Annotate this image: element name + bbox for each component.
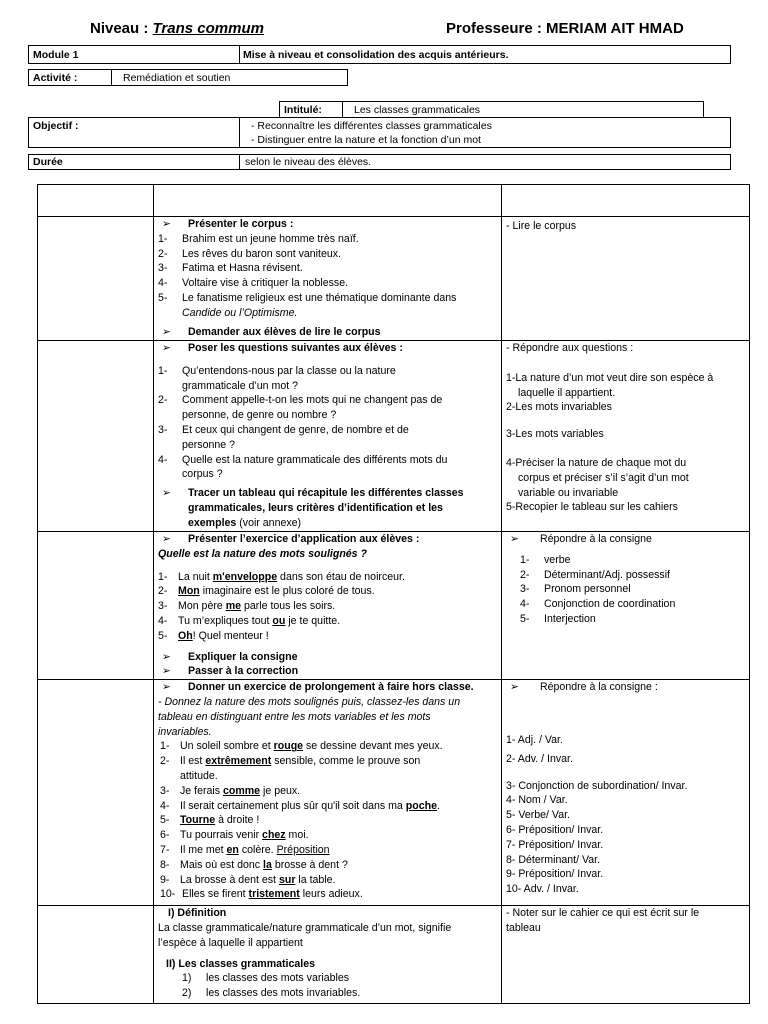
duree-label: Durée <box>33 156 63 168</box>
arrow-icon: ➢ <box>162 681 171 694</box>
list-item: Interjection <box>544 612 596 625</box>
teacher-cell: ➢ Poser les questions suivantes aux élèves : 1- Qu’entendons-nous par la classe ou la nature grammaticale d’un mot ? 2- Comment appelle-t-on les mots qui ne changent pas de personne, de genre ou nombre ? 3- Et ceux qui changent de genre, de nombre et de personne ? 4- Quelle est la nature grammaticale des différents mots du corpus ? ➢ Tracer un tableau qui récapitule les différentes classes grammaticales, leurs critères d’identification et les exemples (voir annexe) <box>154 341 502 532</box>
student-cell <box>502 217 750 341</box>
student-cell: ➢ Répondre à la consigne : 1- Adj. / Var. 2- Adv. / Invar. 3- Conjonction de subordination/ Invar. 4- Nom / Var. 5- Verbe/ Var. 6- Préposition/ Invar. 7- Préposition/ Invar. 8- Déterminant/ Var. 9- Préposition/ Invar. 10- Adv. / Invar. <box>502 680 750 906</box>
arrow-icon: ➢ <box>162 665 171 678</box>
teacher-cell: ➢ Présenter l’exercice d’application aux élèves : Quelle est la nature des mots soulignés ? 1- La nuit m'enveloppe dans son étau de noirceur. 2- Mon imaginaire est le plus coloré de tous. 3- Mon père me parle tous les soirs. 4- Tu m’expliques tout ou je te quitte. 5- Oh! Quel menteur ! ➢ Expliquer la consigne ➢ Passer à la correction <box>154 532 502 680</box>
objectif-box <box>28 117 731 148</box>
table-row <box>38 680 750 906</box>
intitule-box <box>279 101 704 118</box>
section-heading: I) Définition <box>168 907 227 920</box>
arrow-icon: ➢ <box>162 218 171 230</box>
student-cell: - Répondre aux questions : 1-La nature d’un mot veut dire son espèce à laquelle il appartient. 2-Les mots invariables 3-Les mots variables 4-Préciser la nature de chaque mot du corpus et préciser s’il s’agit d’un mot variable ou invariable 5-Recopier le tableau sur les cahiers <box>502 341 750 532</box>
arrow-icon: ➢ <box>510 681 519 694</box>
arrow-icon: ➢ <box>162 533 171 545</box>
objectif-lines <box>251 119 492 147</box>
exercise-question: Quelle est la nature des mots soulignés ? <box>158 547 367 560</box>
arrow-icon: ➢ <box>162 650 171 663</box>
arrow-icon: ➢ <box>510 533 519 545</box>
list-item: Conjonction de coordination <box>544 598 676 611</box>
activite-value: Remédiation et soutien <box>123 71 231 84</box>
duree-box <box>28 154 731 170</box>
module-box <box>28 45 731 64</box>
list-item: Voltaire vise à critiquer la noblesse. <box>182 277 349 290</box>
teacher-cell: ➢ Donner un exercice de prolongement à faire hors classe. - Donnez la nature des mots soulignés puis, classez-les dans un tableau en distinguant entre les mots variables et les mots invariables. 1- Un soleil sombre et rouge se dessine devant mes yeux. 2- Il est extrêmement sensible, comme le prouve son attitude. 3- Je ferais comme je peux. 4- Il serait certainement plus sûr qu'il soit dans ma poche. 5- Tourne à droite ! 6- Tu pourrais venir chez moi. 7- Il me met en colère. Préposition 8- Mais où est donc la brosse à dent ? 9- La brosse à dent est sur la table. 10- Elles se firent tristement leurs adieux. <box>154 680 502 906</box>
step-action: Demander aux élèves de lire le corpus <box>188 325 381 338</box>
module-label: Module 1 <box>33 48 79 61</box>
intitule-label: Intitulé: <box>284 103 322 116</box>
list-item: Déterminant/Adj. possessif <box>544 568 671 581</box>
niveau-value: Trans commum <box>152 20 264 37</box>
duree-value: selon le niveau des élèves. <box>245 156 372 168</box>
lesson-table <box>37 184 750 1004</box>
table-row <box>38 341 750 532</box>
list-item-continuation: Candide ou l’Optimisme. <box>182 306 298 319</box>
activite-box <box>28 69 348 86</box>
activite-label: Activité : <box>33 71 78 84</box>
intitule-value: Les classes grammaticales <box>354 103 481 116</box>
objectif-label: Objectif : <box>33 120 79 132</box>
table-row <box>38 906 750 1004</box>
arrow-icon: ➢ <box>162 325 171 338</box>
objectif-line-2: - Distinguer entre la nature et la fonction d’un mot <box>251 134 481 146</box>
teacher-cell: ➢ Présenter le corpus : 1- Brahim est un jeune homme très naïf. 2- Les rêves du baron sont vaniteux. 3- Fatima et Hasna révisent. 4- Voltaire vise à critiquer la noblesse. 5- Le fanatisme religieux est une thématique dominante dans Candide ou l’Optimisme. ➢ Demander aux élèves de lire le corpus <box>154 217 502 341</box>
objectif-line-1: - Reconnaître les différentes classes grammaticales <box>251 120 492 132</box>
table-row <box>38 217 750 341</box>
section-heading: II) Les classes grammaticales <box>166 957 315 970</box>
step-title: Donner un exercice de prolongement à faire hors classe. <box>188 681 474 694</box>
exercise-instructions: - Donnez la nature des mots soulignés puis, classez-les dans un tableau en distinguant entre les mots variables et les mots invariables. <box>158 695 461 738</box>
module-value: Mise à niveau et consolidation des acquis antérieurs. <box>243 48 509 61</box>
arrow-icon: ➢ <box>162 342 171 354</box>
list-item: Fatima et Hasna révisent. <box>182 262 303 275</box>
step-title: Présenter l’exercice d’application aux élèves : <box>188 533 420 545</box>
student-cell: ➢ Répondre à la consigne 1- verbe 2- Déterminant/Adj. possessif 3- Pronom personnel 4- Conjonction de coordination 5- Interjection <box>502 532 750 680</box>
niveau-label: Niveau : <box>90 20 153 37</box>
list-item: Le fanatisme religieux est une thématique dominante dans <box>182 291 457 304</box>
list-item: Les rêves du baron sont vaniteux. <box>182 247 342 260</box>
professeur-heading: Professeure : MERIAM AIT HMAD <box>446 20 684 37</box>
step-title: Poser les questions suivantes aux élèves : <box>188 342 403 354</box>
list-item: verbe <box>544 553 571 566</box>
table-header-row <box>38 185 750 217</box>
student-action: - Lire le corpus <box>506 220 577 232</box>
step-title: Présenter le corpus : <box>188 218 294 230</box>
arrow-icon: ➢ <box>162 487 171 500</box>
list-item: Brahim est un jeune homme très naïf. <box>182 232 359 245</box>
teacher-cell: I) Définition La classe grammaticale/nature grammaticale d’un mot, signifie l’espèce à laquelle il appartient II) Les classes grammaticales 1) les classes des mots variables 2) les classes des mots invariables. <box>154 906 502 1004</box>
table-row <box>38 532 750 680</box>
niveau-heading <box>90 20 264 37</box>
list-item: Pronom personnel <box>544 583 631 596</box>
student-cell: - Noter sur le cahier ce qui est écrit sur le tableau <box>502 906 750 1004</box>
